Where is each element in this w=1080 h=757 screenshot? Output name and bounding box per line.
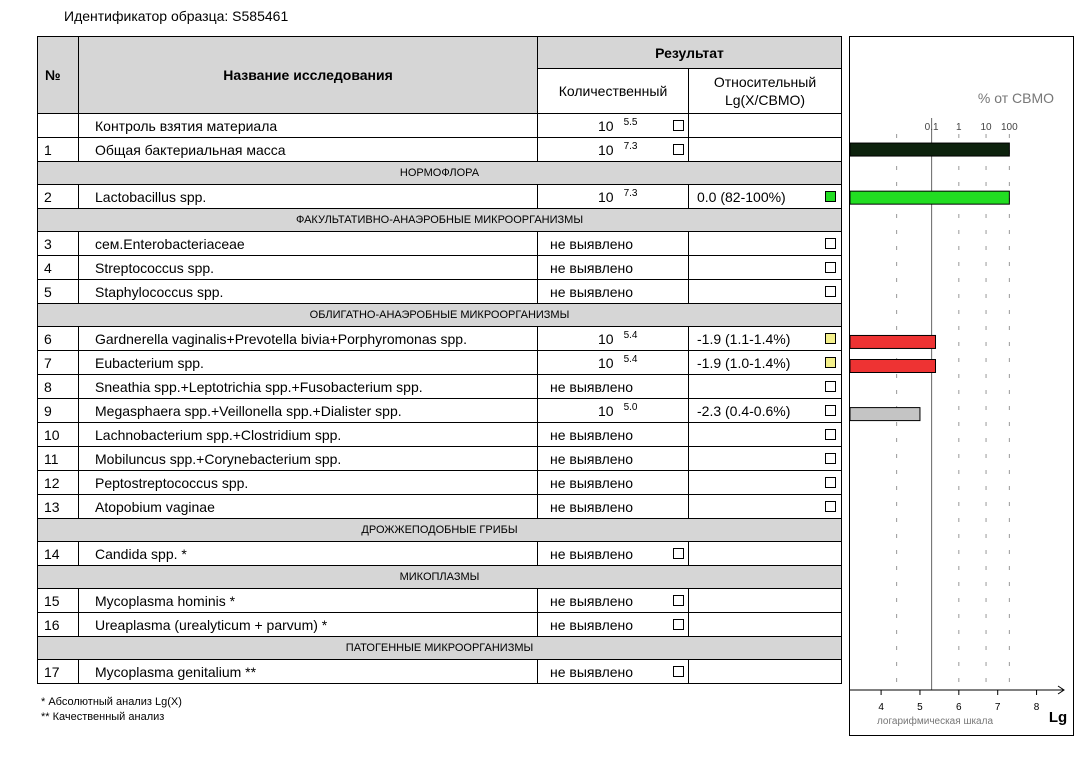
row-number: 16 xyxy=(38,613,79,637)
relative-checkbox-icon xyxy=(825,477,836,488)
test-name: Gardnerella vaginalis+Prevotella bivia+Porphyromonas spp. xyxy=(79,327,538,351)
quant-exponent: 5.4 xyxy=(623,330,638,341)
section-row xyxy=(38,209,842,232)
quant-checkbox-icon xyxy=(673,595,684,606)
row-number xyxy=(38,114,79,138)
quant-result xyxy=(538,375,689,399)
header-no: № xyxy=(38,37,79,114)
quant-result xyxy=(538,542,689,566)
header-name: Название исследования xyxy=(79,37,538,114)
quant-result xyxy=(538,447,689,471)
quant-base: 10 xyxy=(598,118,614,134)
x-tick-label: 5 xyxy=(917,702,923,713)
quant-checkbox-icon xyxy=(673,144,684,155)
test-name: Eubacterium spp. xyxy=(79,351,538,375)
test-name: Ureaplasma (urealyticum + parvum) * xyxy=(79,613,538,637)
not-detected-text: не выявлено xyxy=(550,450,634,467)
table-row xyxy=(38,351,842,375)
test-name: Staphylococcus spp. xyxy=(79,280,538,304)
relative-result xyxy=(689,256,842,280)
header-rel: Относительный Lg(X/СВМО) xyxy=(689,69,842,114)
relative-value: -2.3 (0.4-0.6%) xyxy=(697,402,791,419)
not-detected-text: не выявлено xyxy=(550,378,634,395)
quant-result xyxy=(538,613,689,637)
table-row xyxy=(38,471,842,495)
not-detected-text: не выявлено xyxy=(550,592,634,609)
top-tick-label: 1 xyxy=(956,122,962,133)
test-name: Megasphaera spp.+Veillonella spp.+Dialister spp. xyxy=(79,399,538,423)
test-name: Candida spp. * xyxy=(79,542,538,566)
x-tick-label: 6 xyxy=(956,702,962,713)
test-name: Lachnobacterium spp.+Clostridium spp. xyxy=(79,423,538,447)
quant-checkbox-icon xyxy=(673,548,684,559)
relative-checkbox-icon xyxy=(825,262,836,273)
quant-result xyxy=(538,280,689,304)
section-label: ПАТОГЕННЫЕ МИКРООРГАНИЗМЫ xyxy=(38,637,842,660)
table-row xyxy=(38,423,842,447)
header-result: Результат xyxy=(538,37,842,69)
log-scale-chart xyxy=(849,36,1074,736)
row-number: 14 xyxy=(38,542,79,566)
row-number: 12 xyxy=(38,471,79,495)
not-detected-text: не выявлено xyxy=(550,235,634,252)
row-number: 8 xyxy=(38,375,79,399)
table-row xyxy=(38,542,842,566)
relative-result xyxy=(689,660,842,684)
table-row xyxy=(38,447,842,471)
row-number: 5 xyxy=(38,280,79,304)
quant-result xyxy=(538,589,689,613)
table-row xyxy=(38,185,842,209)
quant-base: 10 xyxy=(598,189,614,205)
x-tick-label: 8 xyxy=(1033,702,1040,713)
table-row xyxy=(38,589,842,613)
bar xyxy=(850,191,1009,204)
row-number: 10 xyxy=(38,423,79,447)
relative-value: 0.0 (82-100%) xyxy=(697,188,786,205)
table-row xyxy=(38,613,842,637)
relative-checkbox-icon xyxy=(825,429,836,440)
table-row xyxy=(38,138,842,162)
bar xyxy=(850,360,936,373)
row-number: 3 xyxy=(38,232,79,256)
relative-result xyxy=(689,495,842,519)
relative-value: -1.9 (1.0-1.4%) xyxy=(697,354,791,371)
quant-result xyxy=(538,232,689,256)
bar xyxy=(850,408,920,421)
quant-exponent: 5.0 xyxy=(623,402,638,413)
results-table xyxy=(37,36,842,684)
quant-base: 10 xyxy=(598,142,614,158)
section-row xyxy=(38,519,842,542)
relative-result xyxy=(689,185,842,209)
section-label: ОБЛИГАТНО-АНАЭРОБНЫЕ МИКРООРГАНИЗМЫ xyxy=(38,304,842,327)
footnote-qualitative: ** Качественный анализ xyxy=(41,711,165,723)
not-detected-text: не выявлено xyxy=(550,426,634,443)
not-detected-text: не выявлено xyxy=(550,616,634,633)
relative-checkbox-icon xyxy=(825,357,836,368)
test-name: Mobiluncus spp.+Corynebacterium spp. xyxy=(79,447,538,471)
test-name: сем.Enterobacteriaceae xyxy=(79,232,538,256)
row-number: 13 xyxy=(38,495,79,519)
row-number: 15 xyxy=(38,589,79,613)
test-name: Mycoplasma genitalium ** xyxy=(79,660,538,684)
quant-base: 10 xyxy=(598,355,614,371)
row-number: 6 xyxy=(38,327,79,351)
table-row xyxy=(38,660,842,684)
quant-result xyxy=(538,423,689,447)
row-number: 17 xyxy=(38,660,79,684)
section-row xyxy=(38,304,842,327)
quant-result xyxy=(538,138,689,162)
quant-result xyxy=(538,351,689,375)
top-tick-label: 0.1 xyxy=(924,122,939,133)
table-row xyxy=(38,399,842,423)
row-number: 9 xyxy=(38,399,79,423)
quant-result xyxy=(538,471,689,495)
top-tick-label: 10 xyxy=(980,122,992,133)
relative-result xyxy=(689,232,842,256)
relative-result xyxy=(689,542,842,566)
relative-checkbox-icon xyxy=(825,453,836,464)
row-number: 4 xyxy=(38,256,79,280)
relative-result xyxy=(689,423,842,447)
table-row xyxy=(38,327,842,351)
quant-exponent: 5.4 xyxy=(623,354,638,365)
relative-result xyxy=(689,280,842,304)
quant-checkbox-icon xyxy=(673,666,684,677)
footnote-absolute: * Абсолютный анализ Lg(X) xyxy=(41,696,182,708)
quant-checkbox-icon xyxy=(673,619,684,630)
section-label: НОРМОФЛОРА xyxy=(38,162,842,185)
footnotes xyxy=(41,695,182,725)
not-detected-text: не выявлено xyxy=(550,498,634,515)
relative-result xyxy=(689,114,842,138)
section-label: ФАКУЛЬТАТИВНО-АНАЭРОБНЫЕ МИКРООРГАНИЗМЫ xyxy=(38,209,842,232)
quant-result xyxy=(538,495,689,519)
relative-value: -1.9 (1.1-1.4%) xyxy=(697,330,791,347)
x-tick-label: 7 xyxy=(994,702,1001,713)
relative-result xyxy=(689,447,842,471)
not-detected-text: не выявлено xyxy=(550,545,634,562)
bar xyxy=(850,143,1009,156)
relative-checkbox-icon xyxy=(825,333,836,344)
test-name: Peptostreptococcus spp. xyxy=(79,471,538,495)
quant-base: 10 xyxy=(598,331,614,347)
relative-result xyxy=(689,471,842,495)
test-name: Sneathia spp.+Leptotrichia spp.+Fusobacterium spp. xyxy=(79,375,538,399)
quant-result xyxy=(538,185,689,209)
section-row xyxy=(38,566,842,589)
relative-checkbox-icon xyxy=(825,405,836,416)
quant-result xyxy=(538,327,689,351)
relative-result xyxy=(689,375,842,399)
table-row xyxy=(38,280,842,304)
quant-result xyxy=(538,660,689,684)
relative-result xyxy=(689,351,842,375)
bar xyxy=(850,335,936,348)
table-row xyxy=(38,495,842,519)
table-row xyxy=(38,375,842,399)
section-label: МИКОПЛАЗМЫ xyxy=(38,566,842,589)
row-number: 7 xyxy=(38,351,79,375)
relative-result xyxy=(689,327,842,351)
chart-title: % от СВМО xyxy=(977,90,1054,106)
row-number: 1 xyxy=(38,138,79,162)
quant-exponent: 5.5 xyxy=(623,117,638,128)
quant-result xyxy=(538,114,689,138)
relative-checkbox-icon xyxy=(825,381,836,392)
test-name: Общая бактериальная масса xyxy=(79,138,538,162)
relative-checkbox-icon xyxy=(825,501,836,512)
section-row xyxy=(38,162,842,185)
row-number: 2 xyxy=(38,185,79,209)
test-name: Контроль взятия материала xyxy=(79,114,538,138)
axis-unit-label: Lg xyxy=(1048,709,1068,726)
section-label: ДРОЖЖЕПОДОБНЫЕ ГРИБЫ xyxy=(38,519,842,542)
x-axis-label: логарифмическая шкала xyxy=(876,716,994,727)
not-detected-text: не выявлено xyxy=(550,474,634,491)
not-detected-text: не выявлено xyxy=(550,259,634,276)
test-name: Streptococcus spp. xyxy=(79,256,538,280)
quant-result xyxy=(538,399,689,423)
header-quant: Количественный xyxy=(538,69,689,114)
quant-exponent: 7.3 xyxy=(623,141,638,152)
table-row xyxy=(38,114,842,138)
sample-id-label: Идентификатор образца: S585461 xyxy=(64,8,289,24)
relative-checkbox-icon xyxy=(825,191,836,202)
chart-frame xyxy=(850,37,1074,736)
test-name: Atopobium vaginae xyxy=(79,495,538,519)
section-row xyxy=(38,637,842,660)
quant-result xyxy=(538,256,689,280)
relative-result xyxy=(689,138,842,162)
not-detected-text: не выявлено xyxy=(550,283,634,300)
relative-result xyxy=(689,589,842,613)
not-detected-text: не выявлено xyxy=(550,663,634,680)
relative-checkbox-icon xyxy=(825,286,836,297)
table-row xyxy=(38,232,842,256)
x-tick-label: 4 xyxy=(878,702,884,713)
top-tick-label: 100 xyxy=(1001,122,1018,133)
quant-exponent: 7.3 xyxy=(623,188,638,199)
row-number: 11 xyxy=(38,447,79,471)
table-row xyxy=(38,256,842,280)
quant-checkbox-icon xyxy=(673,120,684,131)
quant-base: 10 xyxy=(598,403,614,419)
relative-result xyxy=(689,399,842,423)
test-name: Mycoplasma hominis * xyxy=(79,589,538,613)
relative-result xyxy=(689,613,842,637)
test-name: Lactobacillus spp. xyxy=(79,185,538,209)
relative-checkbox-icon xyxy=(825,238,836,249)
